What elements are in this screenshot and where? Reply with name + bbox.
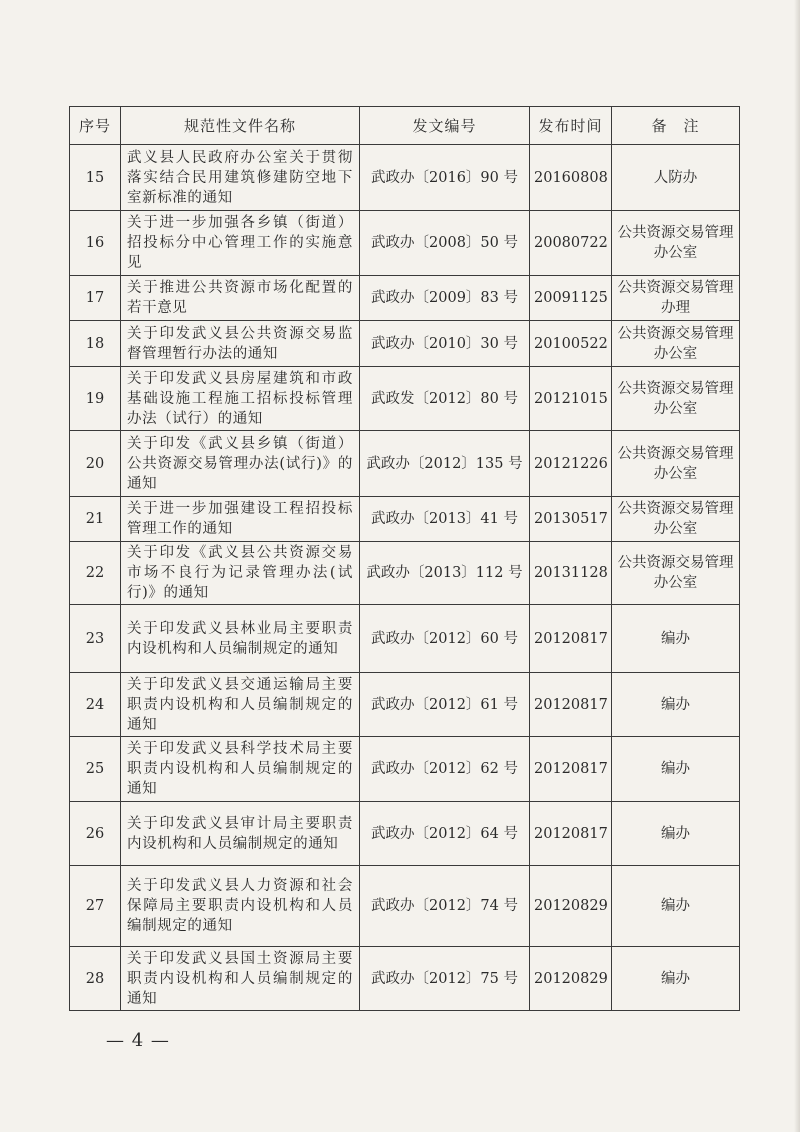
- cell-note: 人防办: [612, 145, 740, 211]
- cell-name: 关于印发武义县国土资源局主要职责内设机构和人员编制规定的通知: [121, 947, 360, 1011]
- cell-note: 公共资源交易管理办公室: [612, 431, 740, 497]
- table-row: [70, 145, 740, 211]
- cell-date: 20120829: [530, 866, 612, 947]
- cell-date: 20080722: [530, 211, 612, 276]
- cell-note: 公共资源交易管理办公室: [612, 211, 740, 276]
- cell-code: 武政办〔2012〕64 号: [360, 802, 530, 866]
- cell-date: 20120817: [530, 605, 612, 673]
- table-row: [70, 866, 740, 947]
- cell-no: 18: [70, 321, 121, 367]
- cell-date: 20100522: [530, 321, 612, 367]
- cell-code: 武政办〔2013〕112 号: [360, 542, 530, 605]
- header-code: 发文编号: [360, 107, 530, 145]
- cell-note: 公共资源交易管理办公室: [612, 542, 740, 605]
- cell-code: 武政办〔2012〕74 号: [360, 866, 530, 947]
- cell-no: 22: [70, 542, 121, 605]
- cell-code: 武政办〔2012〕75 号: [360, 947, 530, 1011]
- cell-note: 公共资源交易管理办公室: [612, 497, 740, 542]
- cell-date: 20120817: [530, 802, 612, 866]
- cell-no: 27: [70, 866, 121, 947]
- cell-no: 17: [70, 276, 121, 321]
- cell-name: 武义县人民政府办公室关于贯彻落实结合民用建筑修建防空地下室新标准的通知: [121, 145, 360, 211]
- cell-no: 23: [70, 605, 121, 673]
- cell-no: 26: [70, 802, 121, 866]
- cell-code: 武政办〔2012〕60 号: [360, 605, 530, 673]
- table-row: [70, 367, 740, 431]
- cell-code: 武政办〔2012〕135 号: [360, 431, 530, 497]
- cell-date: 20120817: [530, 673, 612, 737]
- table-row: [70, 605, 740, 673]
- cell-code: 武政办〔2013〕41 号: [360, 497, 530, 542]
- table-row: [70, 497, 740, 542]
- cell-note: 编办: [612, 802, 740, 866]
- table-row: [70, 211, 740, 276]
- table-row: [70, 542, 740, 605]
- cell-name: 关于印发《武义县乡镇（街道）公共资源交易管理办法(试行)》的通知: [121, 431, 360, 497]
- cell-date: 20120829: [530, 947, 612, 1011]
- cell-code: 武政办〔2009〕83 号: [360, 276, 530, 321]
- table-row: [70, 276, 740, 321]
- cell-name: 关于推进公共资源市场化配置的若干意见: [121, 276, 360, 321]
- cell-note: 公共资源交易管理办理: [612, 276, 740, 321]
- cell-note: 编办: [612, 947, 740, 1011]
- cell-name: 关于进一步加强建设工程招投标管理工作的通知: [121, 497, 360, 542]
- cell-date: 20121015: [530, 367, 612, 431]
- cell-code: 武政发〔2012〕80 号: [360, 367, 530, 431]
- cell-no: 20: [70, 431, 121, 497]
- cell-note: 编办: [612, 673, 740, 737]
- cell-code: 武政办〔2012〕61 号: [360, 673, 530, 737]
- table-row: [70, 431, 740, 497]
- cell-name: 关于印发武义县科学技术局主要职责内设机构和人员编制规定的通知: [121, 737, 360, 802]
- cell-no: 28: [70, 947, 121, 1011]
- cell-no: 24: [70, 673, 121, 737]
- regulatory-documents-table: [69, 106, 740, 1011]
- page-edge-shadow: [794, 0, 800, 1132]
- cell-date: 20160808: [530, 145, 612, 211]
- table-row: [70, 947, 740, 1011]
- header-date: 发布时间: [530, 107, 612, 145]
- header-note: 备 注: [612, 107, 740, 145]
- table-row: [70, 673, 740, 737]
- cell-code: 武政办〔2016〕90 号: [360, 145, 530, 211]
- cell-date: 20130517: [530, 497, 612, 542]
- cell-note: 编办: [612, 866, 740, 947]
- cell-name: 关于印发武义县林业局主要职责内设机构和人员编制规定的通知: [121, 605, 360, 673]
- cell-name: 关于印发武义县房屋建筑和市政基础设施工程施工招标投标管理办法（试行）的通知: [121, 367, 360, 431]
- cell-name: 关于印发武义县公共资源交易监督管理暂行办法的通知: [121, 321, 360, 367]
- cell-no: 16: [70, 211, 121, 276]
- cell-note: 编办: [612, 605, 740, 673]
- cell-date: 20091125: [530, 276, 612, 321]
- cell-date: 20131128: [530, 542, 612, 605]
- cell-no: 25: [70, 737, 121, 802]
- table-row: [70, 802, 740, 866]
- header-no: 序号: [70, 107, 121, 145]
- cell-date: 20120817: [530, 737, 612, 802]
- cell-note: 公共资源交易管理办公室: [612, 321, 740, 367]
- cell-note: 编办: [612, 737, 740, 802]
- cell-no: 21: [70, 497, 121, 542]
- cell-note: 公共资源交易管理办公室: [612, 367, 740, 431]
- table-row: [70, 321, 740, 367]
- cell-no: 19: [70, 367, 121, 431]
- cell-name: 关于印发武义县交通运输局主要职责内设机构和人员编制规定的通知: [121, 673, 360, 737]
- cell-no: 15: [70, 145, 121, 211]
- cell-code: 武政办〔2010〕30 号: [360, 321, 530, 367]
- table-row: [70, 737, 740, 802]
- header-name: 规范性文件名称: [121, 107, 360, 145]
- cell-name: 关于印发《武义县公共资源交易市场不良行为记录管理办法(试行)》的通知: [121, 542, 360, 605]
- page-number: — 4 —: [106, 1030, 170, 1051]
- cell-name: 关于印发武义县审计局主要职责内设机构和人员编制规定的通知: [121, 802, 360, 866]
- cell-date: 20121226: [530, 431, 612, 497]
- cell-code: 武政办〔2012〕62 号: [360, 737, 530, 802]
- cell-name: 关于印发武义县人力资源和社会保障局主要职责内设机构和人员编制规定的通知: [121, 866, 360, 947]
- table-header-row: [70, 107, 740, 145]
- cell-code: 武政办〔2008〕50 号: [360, 211, 530, 276]
- cell-name: 关于进一步加强各乡镇（街道）招投标分中心管理工作的实施意见: [121, 211, 360, 276]
